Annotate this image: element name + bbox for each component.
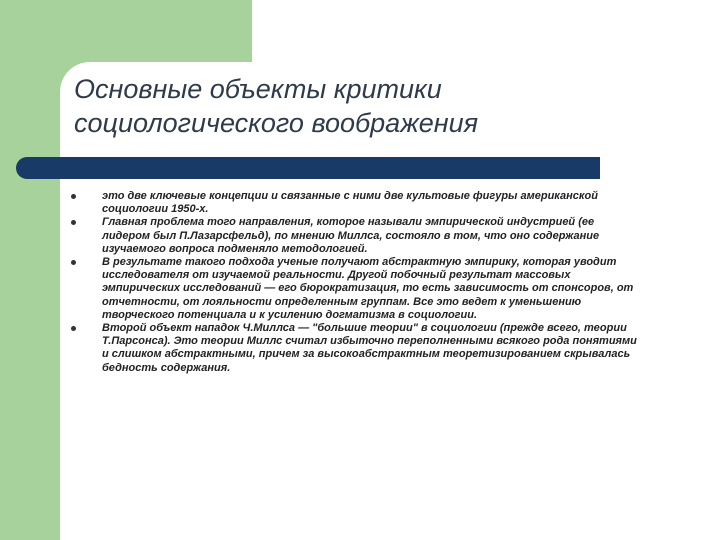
slide-title-line-1: Основные объекты критики: [74, 74, 442, 104]
bullet-text: Главная проблема того направления, которое называли эмпирической индустрией (ее лидером был П.Лазарсфельд), по мнению Миллса, состояло в том, что оно содержание изучаемого вопроса подменяло методологией.: [102, 216, 600, 255]
bullet-dot-icon: [71, 260, 76, 265]
title-divider-bar: [16, 157, 600, 179]
bullet-item: [68, 322, 643, 375]
slide-title: [74, 72, 634, 140]
bullet-dot-icon: [71, 220, 76, 225]
bullet-dot-icon: [71, 326, 76, 331]
decor-green-stripe: [0, 0, 60, 540]
bullet-text: В результате такого подхода ученые получают абстрактную эмпирику, которая уводит исследователя от изучаемой реальности. Другой побочный результат массовых эмпирических исследований — его бюрократизация, то есть зависимость от спонсоров, от отчетности, от лояльности определенным группам. Все это ведет к уменьшению творческого потенциала и к усилению догматизма в социологии.: [102, 256, 634, 321]
bullet-list: [68, 190, 643, 375]
bullet-text: это две ключевые концепции и связанные с ними две культовые фигуры американской социологии 1950-х.: [102, 190, 598, 216]
bullet-text: Второй объект нападок Ч.Миллса — "большие теории" в социологии (прежде всего, теории Т.Парсонса). Это теории Миллс считал избыточно переполненными всякого рода понятиями и слишком абстрактными, причем за высокоабстрактным теоретизированием скрывалась бедность содержания.: [102, 322, 637, 374]
slide-title-line-2: социологического воображения: [74, 108, 479, 138]
bullet-item: [68, 256, 643, 322]
bullet-item: [68, 216, 643, 256]
bullet-item: [68, 190, 643, 216]
bullet-dot-icon: [71, 194, 76, 199]
